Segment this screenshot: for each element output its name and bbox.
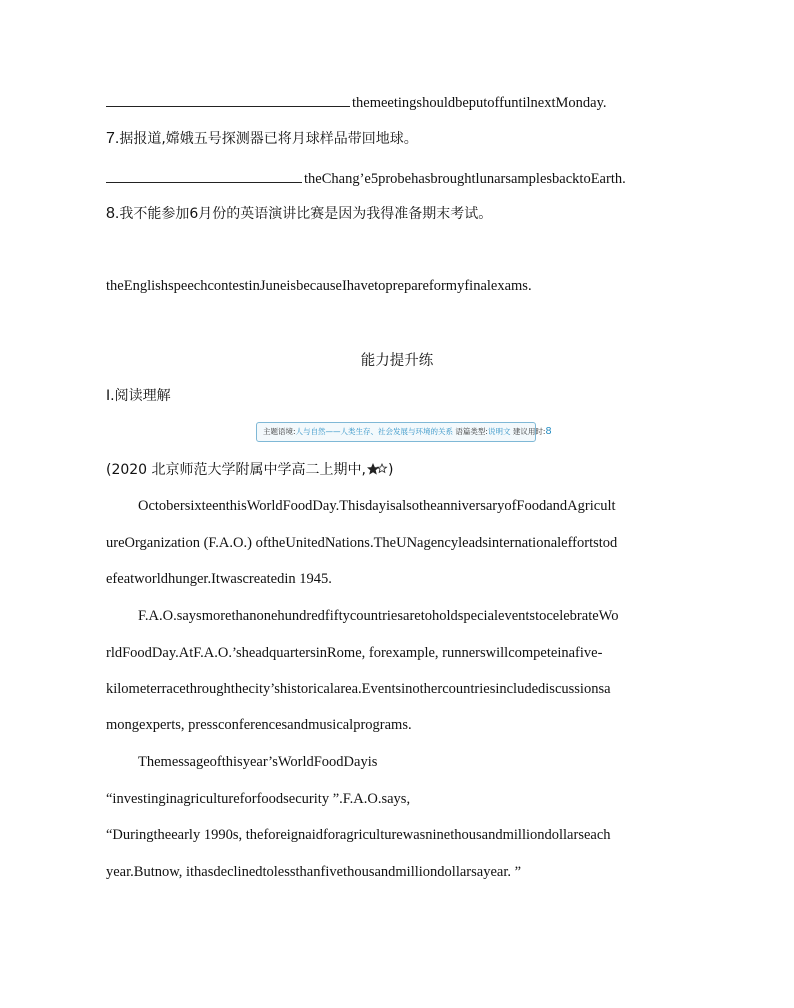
q7-english: theChang’e5probehasbroughtlunarsamplesbacktoEarth. — [304, 171, 626, 187]
p1-line: efeatworldhunger.Itwascreatedin 1945. — [106, 571, 332, 587]
p3-line: “investinginagricultureforfoodsecurity ”.F.A.O.says, — [106, 791, 411, 807]
theme-label: 主题语境: — [263, 427, 296, 436]
source-close: ) — [388, 462, 394, 478]
time-value: 8 — [545, 426, 552, 437]
q8-english: theEnglishspeechcontestinJuneisbecauseIhavetoprepareformyfinalexams. — [106, 278, 532, 294]
q7-chinese: 据报道,嫦娥五号探测器已将月球样品带回地球。 — [119, 131, 418, 147]
q8-number: 8. — [106, 205, 120, 222]
p2-line: kilometerracethroughthecity’shistoricalarea.Eventsinothercountriesincludediscussionsa — [106, 681, 611, 697]
q7-number: 7. — [106, 130, 120, 147]
q7-answer-line — [106, 168, 626, 189]
part-title: Ⅰ.阅读理解 — [106, 388, 171, 404]
q6-english: themeetingshouldbeputoffuntilnextMonday. — [352, 95, 607, 111]
theme-value: 人与自然——人类生存、社会发展与环境的关系 — [295, 427, 454, 436]
p1-line: OctobersixteenthisWorldFoodDay.ThisdayisalsotheanniversaryofFoodandAgricult — [138, 498, 616, 514]
p2-line: rldFoodDay.AtF.A.O.’sheadquartersinRome, forexample, runnerswillcompeteinafive- — [106, 645, 603, 661]
time-label: 建议用时: — [512, 427, 546, 436]
q6-answer-line — [106, 92, 607, 113]
p2-line: F.A.O.saysmorethanonehundredfiftycountriesaretoholdspecialeventstocelebrateWo — [138, 608, 619, 624]
source-text: (2020 北京师范大学附属中学高二上期中, — [106, 462, 366, 478]
q7-answer-blank[interactable] — [106, 168, 302, 183]
section-title: 能力提升练 — [360, 353, 434, 369]
q8-chinese: 我不能参加6月份的英语演讲比赛是因为我得准备期末考试。 — [119, 206, 493, 222]
p3-line: Themessageofthisyear’sWorldFoodDayis — [138, 754, 378, 770]
p3-line: “Duringtheearly 1990s, theforeignaidforagriculturewasninethousandmilliondollarseach — [106, 827, 611, 843]
context-banner — [256, 422, 552, 442]
p2-line: mongexperts, pressconferencesandmusicalprograms. — [106, 717, 412, 733]
type-value: 说明文 — [487, 427, 511, 436]
difficulty-star-icon — [366, 462, 388, 476]
type-label: 语篇类型: — [455, 427, 488, 436]
q8-prompt — [106, 204, 492, 224]
source-line — [106, 460, 393, 480]
p1-line: ureOrganization (F.A.O.) oftheUnitedNations.TheUNagencyleadsinternationaleffortstod — [106, 535, 618, 551]
q7-prompt — [106, 129, 418, 149]
p3-line: year.Butnow, ithasdeclinedtolessthanfivethousandmilliondollarsayear. ” — [106, 864, 522, 880]
q6-answer-blank[interactable] — [106, 92, 350, 107]
